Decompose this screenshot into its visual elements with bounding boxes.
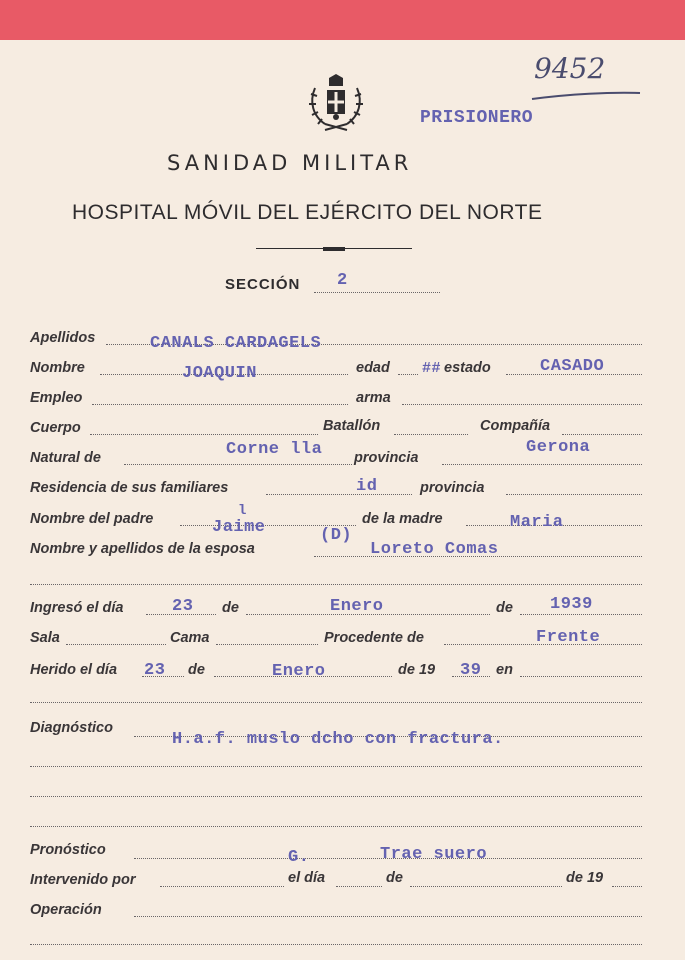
origin-label: Procedente de [324, 630, 424, 646]
section-value: 2 [337, 271, 348, 290]
marital-status-label: estado [444, 360, 491, 376]
operation-year-prefix: de 19 [566, 870, 604, 886]
name-label: Nombre [30, 360, 85, 376]
operation-day-label: el día [288, 870, 326, 886]
mother-name-value: Maria [510, 513, 564, 532]
wounded-place-label: en [496, 662, 513, 678]
wounded-year-value: 39 [460, 661, 482, 680]
age-label: edad [356, 360, 390, 376]
residence-province-line [506, 494, 642, 495]
father-name-value: Jaime [212, 518, 266, 537]
spouse-value: Loreto Comas [370, 540, 499, 559]
marital-status-value: CASADO [540, 357, 605, 376]
diagnosis-value: H.a.f. muslo dcho con fractura. [172, 730, 504, 749]
rank-line [92, 404, 348, 405]
company-line [562, 434, 642, 435]
birth-province-value: Gerona [526, 438, 591, 457]
ward-line [66, 644, 166, 645]
document-sheet [0, 40, 685, 960]
family-residence-value: id [356, 477, 378, 496]
company-label: Compañía [480, 418, 551, 434]
surname-label: Apellidos [30, 330, 96, 346]
prisoner-stamp: PRISIONERO [420, 108, 534, 128]
wounded-day-value: 23 [144, 661, 166, 680]
diagnosis-line-3 [30, 796, 642, 797]
father-name-label: Nombre del padre [30, 511, 154, 527]
operation-label: Operación [30, 902, 102, 918]
branch-label: arma [356, 390, 391, 406]
battalion-line [394, 434, 468, 435]
operation-line-2 [30, 944, 642, 945]
file-number-underline [530, 88, 642, 96]
age-value: ## [422, 360, 442, 377]
title-divider [256, 247, 412, 251]
surname-value: CANALS CARDAGELS [150, 334, 322, 353]
prognosis-note: Trae suero [380, 845, 488, 864]
prognosis-label: Pronóstico [30, 842, 106, 858]
battalion-label: Batallón [323, 418, 381, 434]
operation-year-line [612, 886, 642, 887]
admission-day-value: 23 [172, 597, 194, 616]
diagnosis-line-4 [30, 826, 642, 827]
birth-province-line [442, 464, 642, 465]
admission-date-label: Ingresó el día [30, 600, 124, 616]
wounded-year-prefix: de 19 [398, 662, 436, 678]
corps-label: Cuerpo [30, 420, 81, 436]
spouse-label: Nombre y apellidos de la esposa [30, 541, 255, 557]
birthplace-value: Corne lla [226, 440, 323, 459]
section-label: SECCIÓN [225, 276, 301, 293]
section-line [314, 292, 440, 293]
origin-value: Frente [536, 628, 601, 647]
age-line [398, 374, 418, 375]
rank-label: Empleo [30, 390, 83, 406]
ward-label: Sala [30, 630, 60, 646]
admission-year-line [520, 614, 642, 615]
family-residence-line [266, 494, 412, 495]
military-health-crest-icon [303, 72, 369, 132]
file-number: 9452 [534, 52, 606, 85]
hospital-name: HOSPITAL MÓVIL DEL EJÉRCITO DEL NORTE [72, 201, 543, 224]
wounded-month-value: Enero [272, 662, 326, 681]
corps-line [90, 434, 318, 435]
operated-by-line [160, 886, 284, 887]
admission-month-prefix: de [222, 600, 239, 616]
branch-line [402, 404, 642, 405]
birthplace-line [124, 464, 352, 465]
bed-line [216, 644, 318, 645]
operation-line [134, 916, 642, 917]
birthplace-label: Natural de [30, 450, 101, 466]
residence-province-label: provincia [420, 480, 485, 496]
operated-by-label: Intervenido por [30, 872, 136, 888]
operation-month-prefix: de [386, 870, 403, 886]
father-mark: l [238, 503, 247, 519]
family-residence-label: Residencia de sus familiares [30, 480, 229, 496]
document-title: SANIDAD MILITAR [167, 151, 413, 175]
admission-year-value: 1939 [550, 595, 593, 614]
bed-label: Cama [170, 630, 210, 646]
admission-month-value: Enero [330, 597, 384, 616]
admission-year-prefix: de [496, 600, 513, 616]
father-deceased-mark: (D) [320, 526, 353, 545]
blank-line-2 [30, 702, 642, 703]
prognosis-value: G. [288, 848, 310, 867]
top-color-band [0, 0, 685, 40]
blank-line-1 [30, 584, 642, 585]
diagnosis-label: Diagnóstico [30, 720, 113, 736]
diagnosis-line-2 [30, 766, 642, 767]
wounded-month-prefix: de [188, 662, 205, 678]
birth-province-label: provincia [354, 450, 419, 466]
mother-name-label: de la madre [362, 511, 443, 527]
operation-day-line [336, 886, 382, 887]
operation-month-line [410, 886, 562, 887]
wounded-place-line [520, 676, 642, 677]
name-value: JOAQUIN [182, 364, 257, 383]
wounded-date-label: Herido el día [30, 662, 118, 678]
